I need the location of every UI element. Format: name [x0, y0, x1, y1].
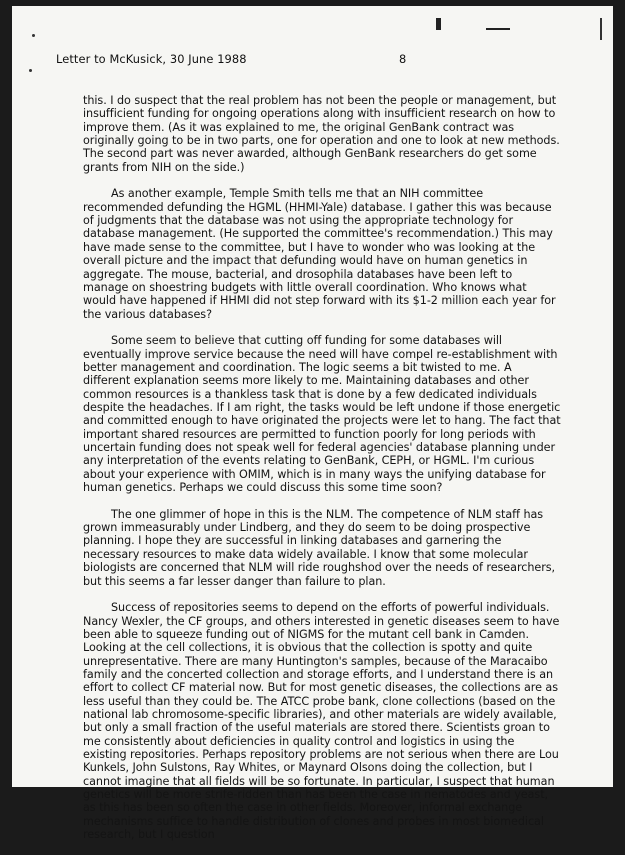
- letter-body: [83, 94, 561, 855]
- paragraph: Some seem to believe that cutting off funding for some databases will eventually improve service because the need will have compel re-establishment with better management and coordination. The logic seems a bit twisted to me. A different explanation seems more likely to me. Maintaining databases and other common resources is a thankless task that is done by a few dedicated individuals despite the headaches. If I am right, the tasks would be left undone if those energetic and committed enough to have originated the projects were let to hang. The fact that important shared resources are permitted to function poorly for long periods with uncertain funding does not speak well for federal agencies' database planning under any interpretation of the events relating to GenBank, CEPH, or HGML. I'm curious about your experience with OMIM, which is in many ways the unifying database for human genetics. Perhaps we could discuss this some time soon?: [83, 334, 561, 495]
- running-header: [56, 52, 476, 66]
- stray-mark: [29, 69, 32, 72]
- paragraph: As another example, Temple Smith tells me that an NIH committee recommended defunding the HGML (HHMI-Yale) database. I gather this was because of judgments that the database was not using the appropriate technology for database management. (He supported the committee's recommendation.) This may have made sense to the committee, but I have to wonder who was looking at the overall picture and the impact that defunding would have on human genetics in aggregate. The mouse, bacterial, and drosophila databases have been left to manage on shoestring budgets with little overall coordination. Who knows what would have happened if HHMI did not step forward with its $1-2 million each year for the various databases?: [83, 187, 556, 321]
- header-title: Letter to McKusick, 30 June 1988: [56, 52, 247, 66]
- archive-line-mark: [486, 28, 510, 30]
- archive-tag-mark: [436, 18, 441, 30]
- paragraph: The one glimmer of hope in this is the NLM. The competence of NLM staff has grown immeasurably under Lindberg, and they do seem to be doing prospective planning. I hope they are successful in linking databases and garnering the necessary resources to make data widely available. I know that some molecular biologists are concerned that NLM will ride roughshod over the needs of researchers, but this seems a far lesser danger than failure to plan.: [83, 507, 556, 588]
- edge-mark: [600, 18, 602, 40]
- letter-page: [12, 6, 613, 842]
- stray-mark: [32, 34, 35, 37]
- paragraph: Success of repositories seems to depend on the efforts of powerful individuals. Nancy Wexler, the CF groups, and others interested in genetic diseases seem to have been able to squeeze funding out of NIGMS for the mutant cell bank in Camden. Looking at the cell collections, it is obvious that the collection is spotty and quite unrepresentative. There are many Huntington's samples, because of the Maracaibo family and the concerted collection and storage efforts, and I understand there is an effort to collect CF material now. But for most genetic diseases, the collections are as less useful than they could be. The ATCC probe bank, clone collections (based on the national lab chromosome-specific libraries), and other materials are widely available, but only a small fraction of the useful materials are stored there. Scientists groan to me consistently about deficiencies in quality control and logistics in using the existing repositories. Perhaps repository problems are not serious when there are Lou Kunkels, John Sulstons, Ray Whites, or Maynard Olsons doing the collection, but I cannot imagine that all fields will be so fortunate. In particular, I suspect that human genetics will be more strife-ridden than has been the case in nematodes and yeast, as this has been so often the case in other fields. Moreover, informal exchange mechanisms suffice to handle distribution of clones and probes in most biomedical research, but I question: [83, 601, 560, 842]
- paragraph: this. I do suspect that the real problem has not been the people or management, but insufficient funding for ongoing operations along with insufficient research on how to improve them. (As it was explained to me, the original GenBank contract was originally going to be in two parts, one for operation and one to look at new methods. The second part was never awarded, although GenBank researchers do get some grants from NIH on the side.): [83, 94, 560, 174]
- page-number: 8: [399, 52, 407, 66]
